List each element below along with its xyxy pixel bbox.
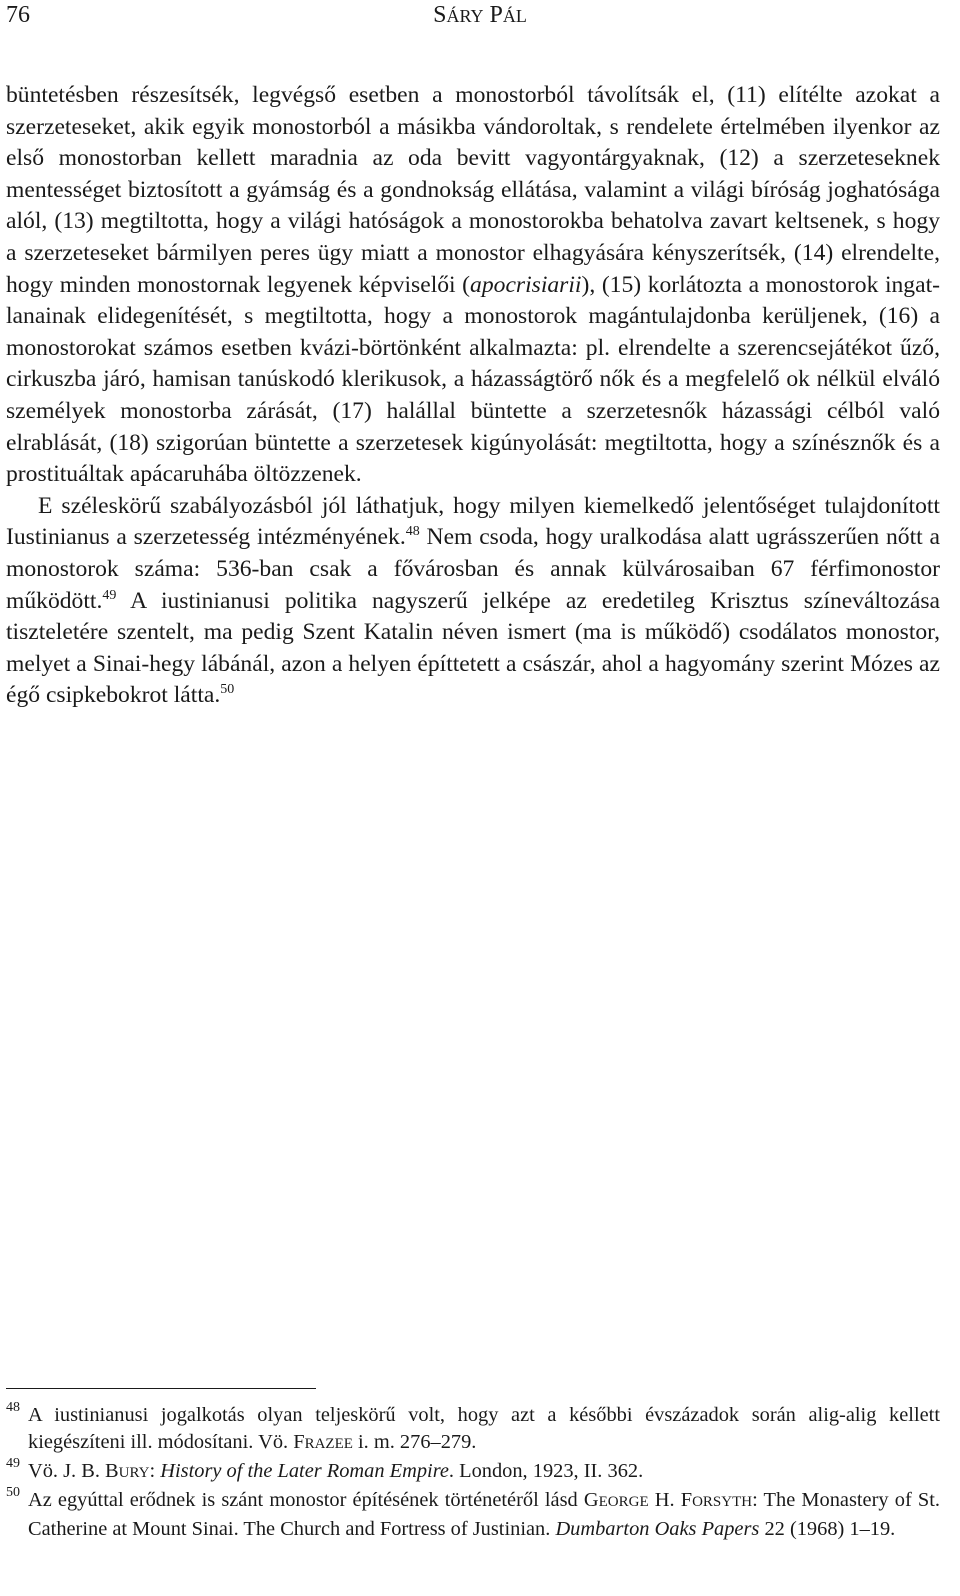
page-number: 76 [6,2,30,28]
paragraph-1-italic: apocrisiarii [470,271,582,298]
author-name-rest: RAZEE [304,1436,353,1452]
author-name-rest: EORGE [598,1494,649,1510]
author-name-rest: ORSYTH [692,1494,753,1510]
author-p-rest: ÁL [502,6,527,26]
footnote-text: i. m. 276–279. [352,1431,477,1453]
footnote-number: 48 [6,1400,20,1415]
paragraph-2-text-c: A iustinianusi politika nagyszerű jelképe az eredetileg Krisztus színeváltozása tiszteletére szentelt, ma pedig Szent Katalin néven ismert (ma is működő) csodálatos monostor, melyet a Sinai-hegy lábánál, azon a helyen építtetett a császár, ahol a hagyomány szerint Mózes az égő csipkebokrot látta. [6,587,940,709]
footnote-text: Az egyúttal erődnek is szánt monostor építésének történetéről lásd [28,1489,584,1511]
paragraph-2-text-b: Nem csoda, hogy uralkodása alatt ugrásszerűen nőtt a monostorok száma: 536-ban csak a fővárosban és annak külvárosaiban 67 férfimonostor működött. [6,524,940,614]
footnote-text: 22 (1968) 1–19. [759,1518,896,1540]
author-name-initial: B [105,1460,119,1482]
footnote-text: . London, 1923, II. 362. [448,1460,644,1482]
footnote-50 [6,1487,940,1543]
author-name-initial: F [680,1489,693,1511]
footnotes [6,1402,940,1543]
paragraph-1-text-a: büntetésben részesítsék, legvégső esetben a monostorból távolítsák el, (11) elítélte azokat a szerzeteseket, akik egyik monostorból a másikba vándoroltak, s rendelete értelmében ilyenkor az első monostorban kellett maradnia az oda bevitt vagyontárgyaknak, (12) a szerzeteseknek mentességet biztosított a gyámság és a gondnokság ellátása, valamint a világi bíróság joghatósága alól, (13) megtiltotta, hogy a világi hatóságok a monostorokba behatolva zavart keltsenek, s hogy a szerzeteseket bármilyen peres ügy miatt a monostor elhagyására kényszerítsék, (14) elrendelte, hogy minden monostornak legyenek képviselői ( [6,82,940,298]
author-name-initial: G [583,1489,599,1511]
footnote-ref-48[interactable]: 48 [405,524,420,540]
footnote-ref-50[interactable]: 50 [220,682,235,698]
footnote-ref-49[interactable]: 49 [102,587,117,603]
footnote-text: : [149,1460,161,1482]
body-text [6,80,940,712]
author-name-rest: URY [118,1465,150,1481]
footnote-text: Vö. J. B. [28,1460,106,1482]
paragraph-1 [6,80,940,491]
author-s-rest: ÁRY [446,6,484,26]
book-title: History of the Later Roman Empire [160,1460,449,1482]
footnote-rule [6,1388,316,1389]
author-p-initial: P [489,2,503,28]
footnote-48 [6,1402,940,1458]
journal-title: Dumbarton Oaks Papers [555,1518,760,1540]
footnote-number: 50 [6,1485,20,1500]
author-s-initial: S [433,2,447,28]
footnote-text: A iustinianusi jogalkotás olyan teljeskörű volt, hogy azt a későbbi évszázadok során alig-alig kellett kiegészíteni ill. módosítani. Vö. [28,1404,940,1453]
footnote-text: H. [648,1489,681,1511]
running-head [0,0,960,31]
footnote-49 [6,1458,940,1487]
paragraph-1-text-b: ), (15) korlátozta a monostorok ingatlanainak elidegenítését, s megtiltotta, hogy a monostorok magántulajdonba kerüljenek, (16) a monostorokat számos esetben kvázi-börtönként alkalmazta: pl. elrendelte a szerencsejátékot űző, cirkuszba járó, hamisan tanúskodó klerikusok, a házasságtörő nők és a megfelelő ok nélkül elváló személyek monostorba zárását, (17) halállal büntette a szerzetesnők házassági célból való elrablását, (18) szigorúan büntette a szerzetesek kigúnyolását: megtiltotta, hogy a színésznők és a prostituáltak apácaruhába öltözzenek. [6,271,940,488]
paragraph-2 [6,491,940,712]
paragraph-2-text-a: E széleskörű szabályozásból jól láthatjuk, hogy milyen kiemelkedő jelentőséget tulajdonított Iustinianus a szerzetesség intézményének. [6,492,940,551]
footnote-text: : The Monastery of St. Catherine at Mount Sinai. The Church and Fortress of Justinian. [28,1489,940,1540]
author-name-initial: F [293,1431,305,1453]
footnote-number: 49 [6,1456,20,1471]
